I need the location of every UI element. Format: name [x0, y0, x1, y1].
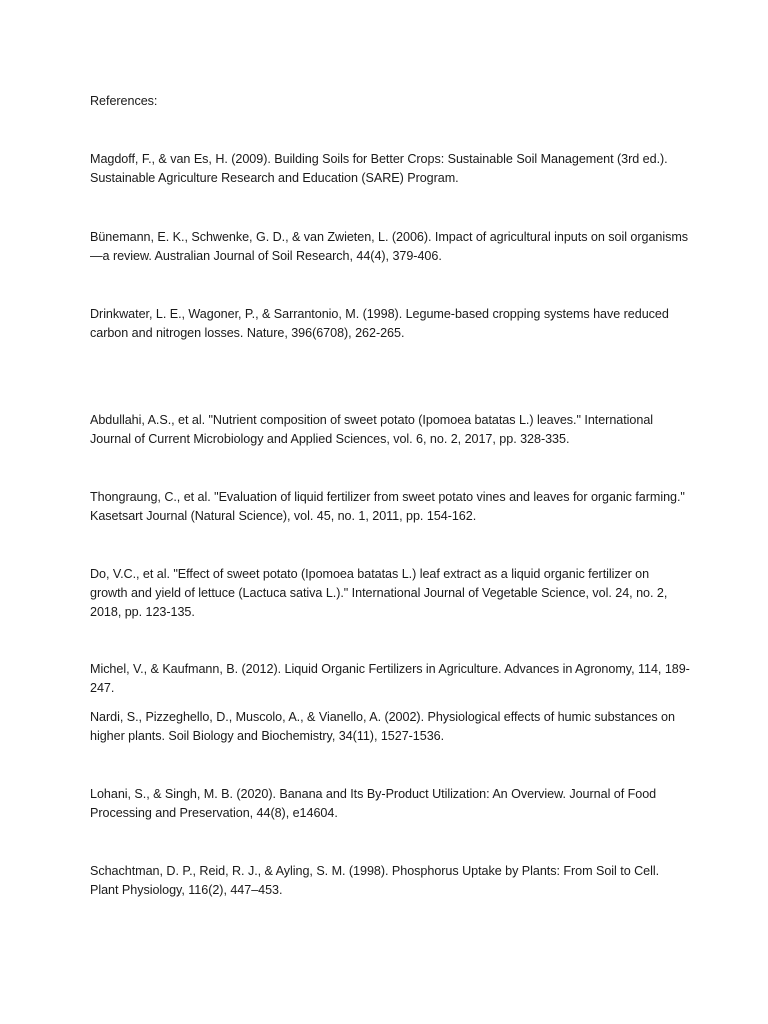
references-heading: References: [90, 94, 158, 108]
reference-item: Magdoff, F., & van Es, H. (2009). Building Soils for Better Crops: Sustainable Soil Management (3rd ed.). Sustainable Agriculture Research and Education (SARE) Program. [90, 152, 668, 185]
reference-item: Bünemann, E. K., Schwenke, G. D., & van Zwieten, L. (2006). Impact of agricultural inputs on soil organisms—a review. Australian Journal of Soil Research, 44(4), 379-406. [90, 230, 689, 263]
reference-item: Abdullahi, A.S., et al. "Nutrient composition of sweet potato (Ipomoea batatas L.) leaves." International Journal of Current Microbiology and Applied Sciences, vol. 6, no. 2, 2017, pp. 328-335. [90, 413, 654, 446]
reference-item: Thongraung, C., et al. "Evaluation of liquid fertilizer from sweet potato vines and leaves for organic farming." Kasetsart Journal (Natural Science), vol. 45, no. 1, 2011, pp. 154-162. [90, 490, 685, 523]
reference-item: Nardi, S., Pizzeghello, D., Muscolo, A., & Vianello, A. (2002). Physiological effects of humic substances on higher plants. Soil Biology and Biochemistry, 34(11), 1527-1536. [90, 710, 675, 743]
reference-item: Lohani, S., & Singh, M. B. (2020). Banana and Its By-Product Utilization: An Overview. Journal of Food Processing and Preservation, 44(8), e14604. [90, 787, 657, 820]
reference-item: Do, V.C., et al. "Effect of sweet potato (Ipomoea batatas L.) leaf extract as a liquid organic fertilizer on growth and yield of lettuce (Lactuca sativa L.)." International Journal of Vegetable Science, vol. 24, no. 2, 2018, pp. 123-135. [90, 567, 668, 619]
reference-item: Michel, V., & Kaufmann, B. (2012). Liquid Organic Fertilizers in Agriculture. Advances in Agronomy, 114, 189-247. [90, 662, 690, 695]
reference-item: Schachtman, D. P., Reid, R. J., & Ayling, S. M. (1998). Phosphorus Uptake by Plants: From Soil to Cell. Plant Physiology, 116(2), 447–453. [90, 864, 660, 897]
reference-item: Drinkwater, L. E., Wagoner, P., & Sarrantonio, M. (1998). Legume-based cropping systems have reduced carbon and nitrogen losses. Nature, 396(6708), 262-265. [90, 307, 669, 340]
